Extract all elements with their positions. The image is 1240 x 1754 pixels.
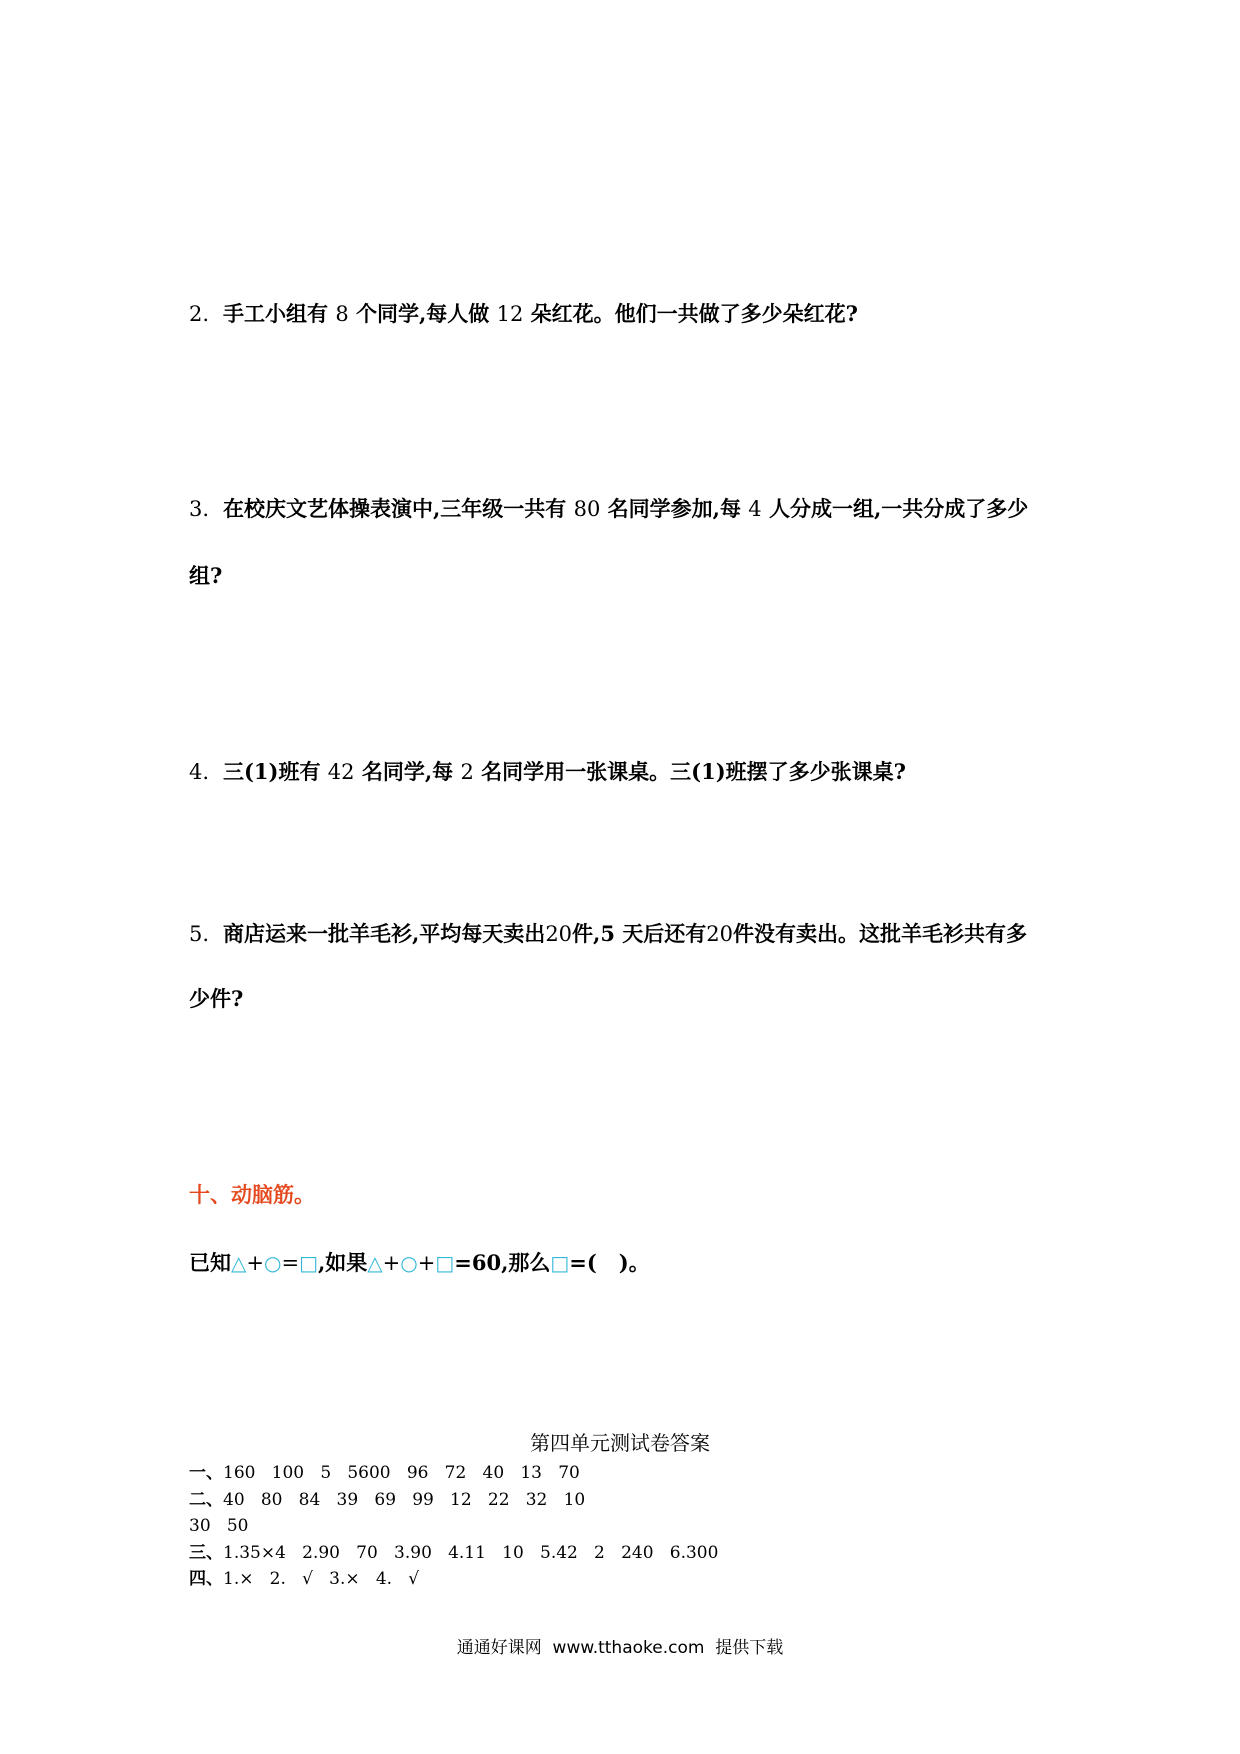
triangle-icon: △ [231,1251,247,1275]
puzzle-blank-open: =( [569,1250,597,1275]
puzzle-known: 已知 [189,1250,231,1275]
puzzle-line [189,1249,650,1277]
answer-text: 1.× 2. √ 3.× 4. √ [223,1569,420,1589]
answer-line [189,1568,419,1590]
answer-text: 1.35×4 2.90 70 3.90 4.11 10 5.42 2 240 6.300 [223,1543,719,1563]
question-text: 个同学,每人做 [356,301,490,326]
question-number-value: 4 [748,497,762,521]
circle-icon: ○ [400,1251,418,1275]
question-number: 4. [189,760,210,784]
question-text: 名同学用一张课桌。三(1)班摆了多少张课桌? [481,759,906,784]
square-icon: □ [550,1251,570,1275]
answer-label: 三、 [189,1543,223,1563]
question-number-value: 8 [335,302,349,326]
square-icon: □ [435,1251,455,1275]
answer-text: 30 50 [189,1516,249,1536]
puzzle-sum: =60 [454,1250,502,1275]
square-icon: □ [299,1251,318,1275]
question-number-value: 80 [573,497,601,521]
question-5 [189,920,1027,948]
answer-text: 160 100 5 5600 96 72 40 13 70 [223,1463,580,1483]
question-text: 三(1)班有 [223,759,321,784]
question-text: 件,5 天后还有 [572,921,707,946]
question-text: 名同学,每 [361,759,454,784]
answer-line [189,1542,718,1564]
question-3 [189,495,1028,523]
question-number: 3. [189,497,210,521]
question-4 [189,758,906,786]
question-number-value: 20 [706,922,734,946]
answer-label: 二、 [189,1490,223,1510]
triangle-icon: △ [367,1251,383,1275]
answer-text: 40 80 84 39 69 99 12 22 32 10 [223,1490,586,1510]
footer-source: 通通好课网 www.tthaoke.com 提供下载 [456,1638,784,1658]
question-number-value: 20 [545,922,573,946]
answer-line [189,1489,585,1511]
question-text: 件没有卖出。这批羊毛衫共有多 [733,921,1028,946]
question-text: 名同学参加,每 [607,496,741,521]
answer-label: 四、 [189,1569,223,1589]
puzzle-blank-close: )。 [596,1250,650,1275]
section-title: 十、动脑筋。 [189,1182,315,1207]
question-number-value: 2 [460,760,474,784]
plus-sign: + [382,1251,401,1275]
question-number-value: 12 [496,302,524,326]
question-text: 人分成一组,一共分成了多少 [768,496,1029,521]
question-text: 商店运来一批羊毛衫,平均每天卖出 [223,921,546,946]
answer-line [189,1515,248,1537]
question-text: 手工小组有 [223,301,328,326]
question-text: 朵红花。他们一共做了多少朵红花? [530,301,858,326]
plus-sign: + [246,1251,264,1275]
question-text: 在校庆文艺体操表演中,三年级一共有 [223,496,567,521]
question-number: 2. [189,302,210,326]
equals-sign: = [281,1251,300,1275]
puzzle-then: ,那么 [501,1250,551,1275]
puzzle-if: ,如果 [317,1250,368,1275]
question-3-continuation: 组? [189,563,223,588]
answer-line [189,1462,580,1484]
answer-label: 一、 [189,1463,223,1483]
circle-icon: ○ [264,1251,282,1275]
question-5-continuation: 少件? [189,986,244,1011]
answer-title: 第四单元测试卷答案 [530,1431,710,1455]
question-2 [189,300,858,328]
question-number-value: 42 [327,760,355,784]
question-number: 5. [189,922,210,946]
plus-sign: + [417,1251,436,1275]
